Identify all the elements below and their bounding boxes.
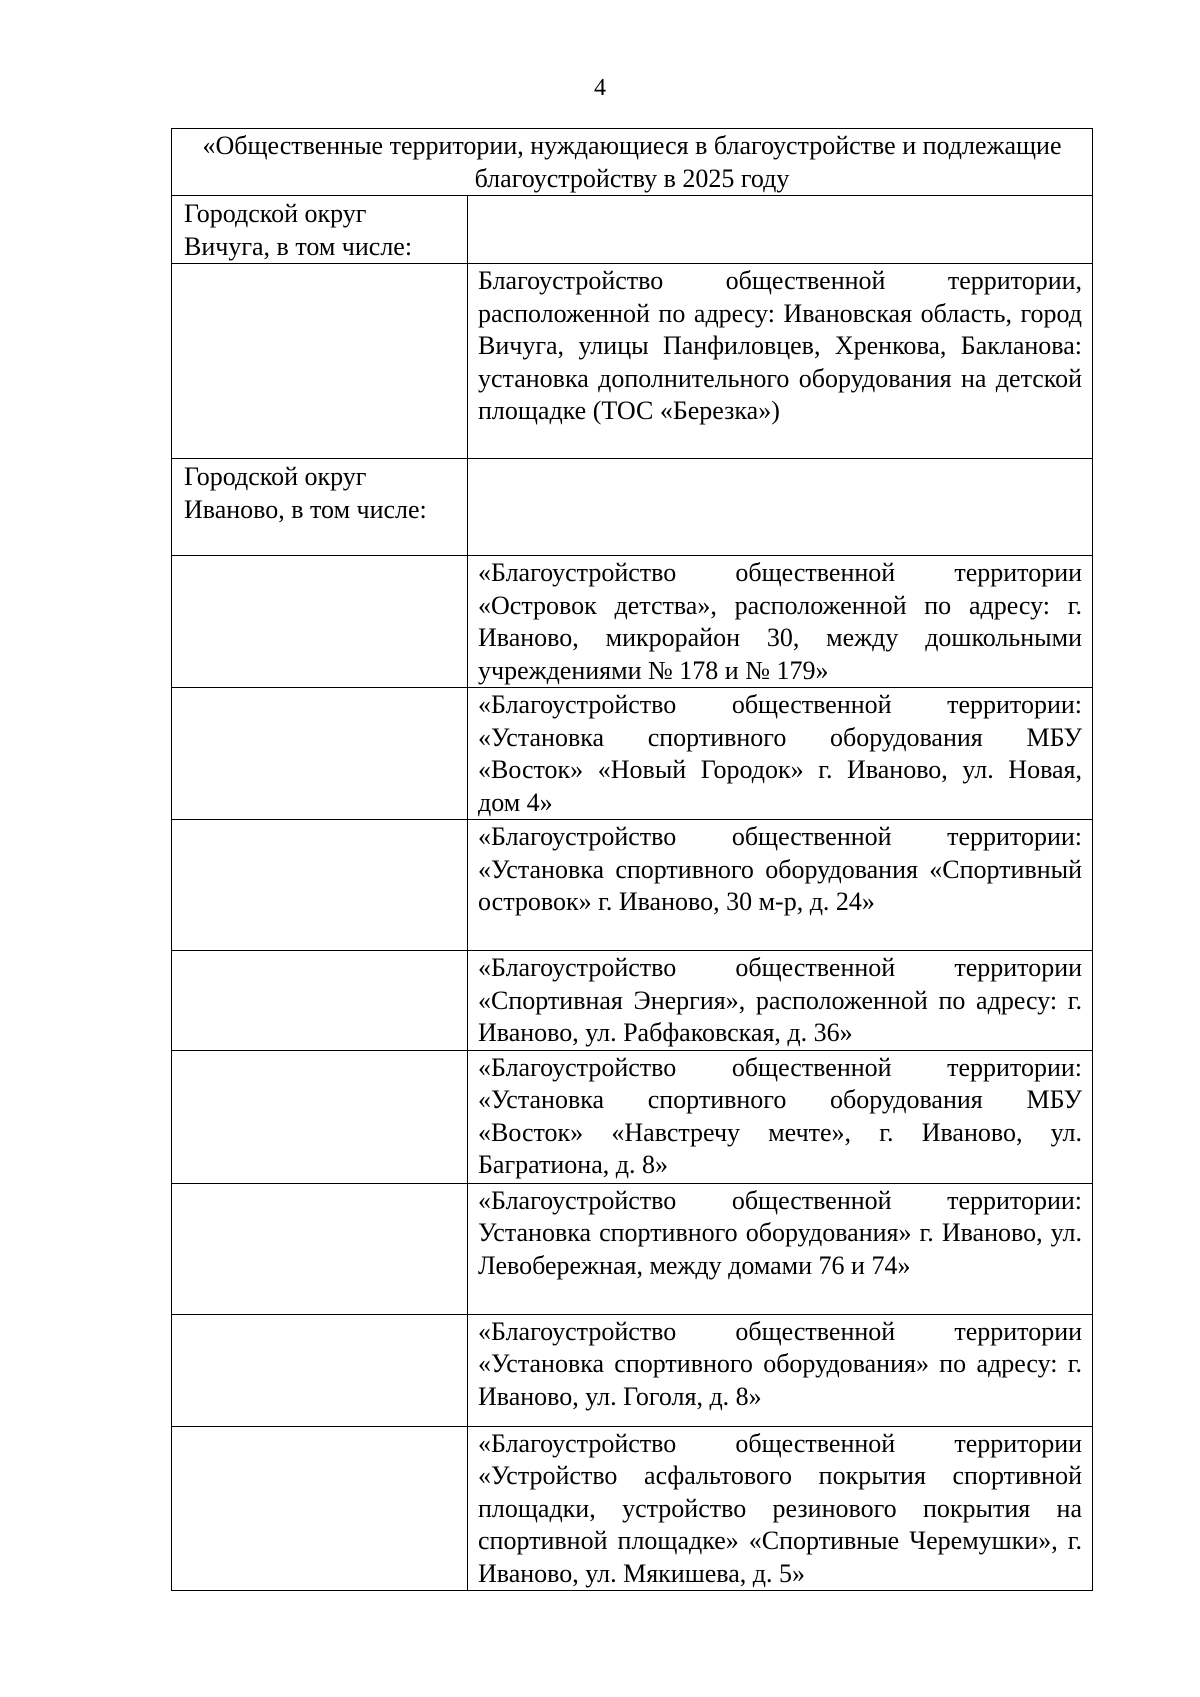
description-cell <box>468 459 1093 556</box>
description-cell: «Благоустройство общественной территории: Установка спортивного оборудования» г. Иваново, ул. Левобережная, между домами 76 и 74» <box>468 1183 1093 1314</box>
table-row <box>172 1050 1093 1183</box>
district-cell <box>172 1426 468 1591</box>
table-row <box>172 688 1093 820</box>
district-cell <box>172 1050 468 1183</box>
description-cell: «Благоустройство общественной территории: «Установка спортивного оборудования МБУ «Восток» «Навстречу мечте», г. Иваново, ул. Багратиона, д. 8» <box>468 1050 1093 1183</box>
description-cell: «Благоустройство общественной территории «Спортивная Энергия», расположенной по адресу: г. Иваново, ул. Рабфаковская, д. 36» <box>468 951 1093 1051</box>
table-row <box>172 820 1093 951</box>
description-cell: «Благоустройство общественной территории: «Установка спортивного оборудования «Спортивный островок» г. Иваново, 30 м-р, д. 24» <box>468 820 1093 951</box>
description-cell: Благоустройство общественной территории, расположенной по адресу: Ивановская область, город Вичуга, улицы Панфиловцев, Хренкова, Бакланова: установка дополнительного оборудования на детской площадке (ТОС «Березка») <box>468 264 1093 459</box>
district-cell <box>172 264 468 459</box>
table-title-row <box>172 129 1093 196</box>
district-cell <box>172 1314 468 1426</box>
table-title: «Общественные территории, нуждающиеся в благоустройстве и подлежащие благоустройству в 2025 году <box>172 129 1093 196</box>
district-cell <box>172 820 468 951</box>
table-row <box>172 1183 1093 1314</box>
table-row <box>172 1426 1093 1591</box>
table-row <box>172 264 1093 459</box>
district-cell <box>172 1183 468 1314</box>
description-cell: «Благоустройство общественной территории: «Установка спортивного оборудования МБУ «Восток» «Новый Городок» г. Иваново, ул. Новая, дом 4» <box>468 688 1093 820</box>
page-number: 4 <box>594 75 606 101</box>
district-cell <box>172 951 468 1051</box>
table-row <box>172 951 1093 1051</box>
description-cell: «Благоустройство общественной территории «Устройство асфальтового покрытия спортивной площадки, устройство резинового покрытия на спортивной площадке» «Спортивные Черемушки», г. Иваново, ул. Мякишева, д. 5» <box>468 1426 1093 1591</box>
description-cell: «Благоустройство общественной территории «Островок детства», расположенной по адресу: г. Иваново, микрорайон 30, между дошкольными учреждениями № 178 и № 179» <box>468 556 1093 688</box>
district-cell: Городской округ Иваново, в том числе: <box>172 459 468 556</box>
district-cell <box>172 556 468 688</box>
district-cell <box>172 688 468 820</box>
territories-table <box>171 128 1093 1591</box>
district-cell: Городской округ Вичуга, в том числе: <box>172 196 468 264</box>
table-row <box>172 459 1093 556</box>
table-row <box>172 556 1093 688</box>
table-row <box>172 1314 1093 1426</box>
description-cell: «Благоустройство общественной территории «Установка спортивного оборудования» по адресу: г. Иваново, ул. Гоголя, д. 8» <box>468 1314 1093 1426</box>
table-row <box>172 196 1093 264</box>
description-cell <box>468 196 1093 264</box>
